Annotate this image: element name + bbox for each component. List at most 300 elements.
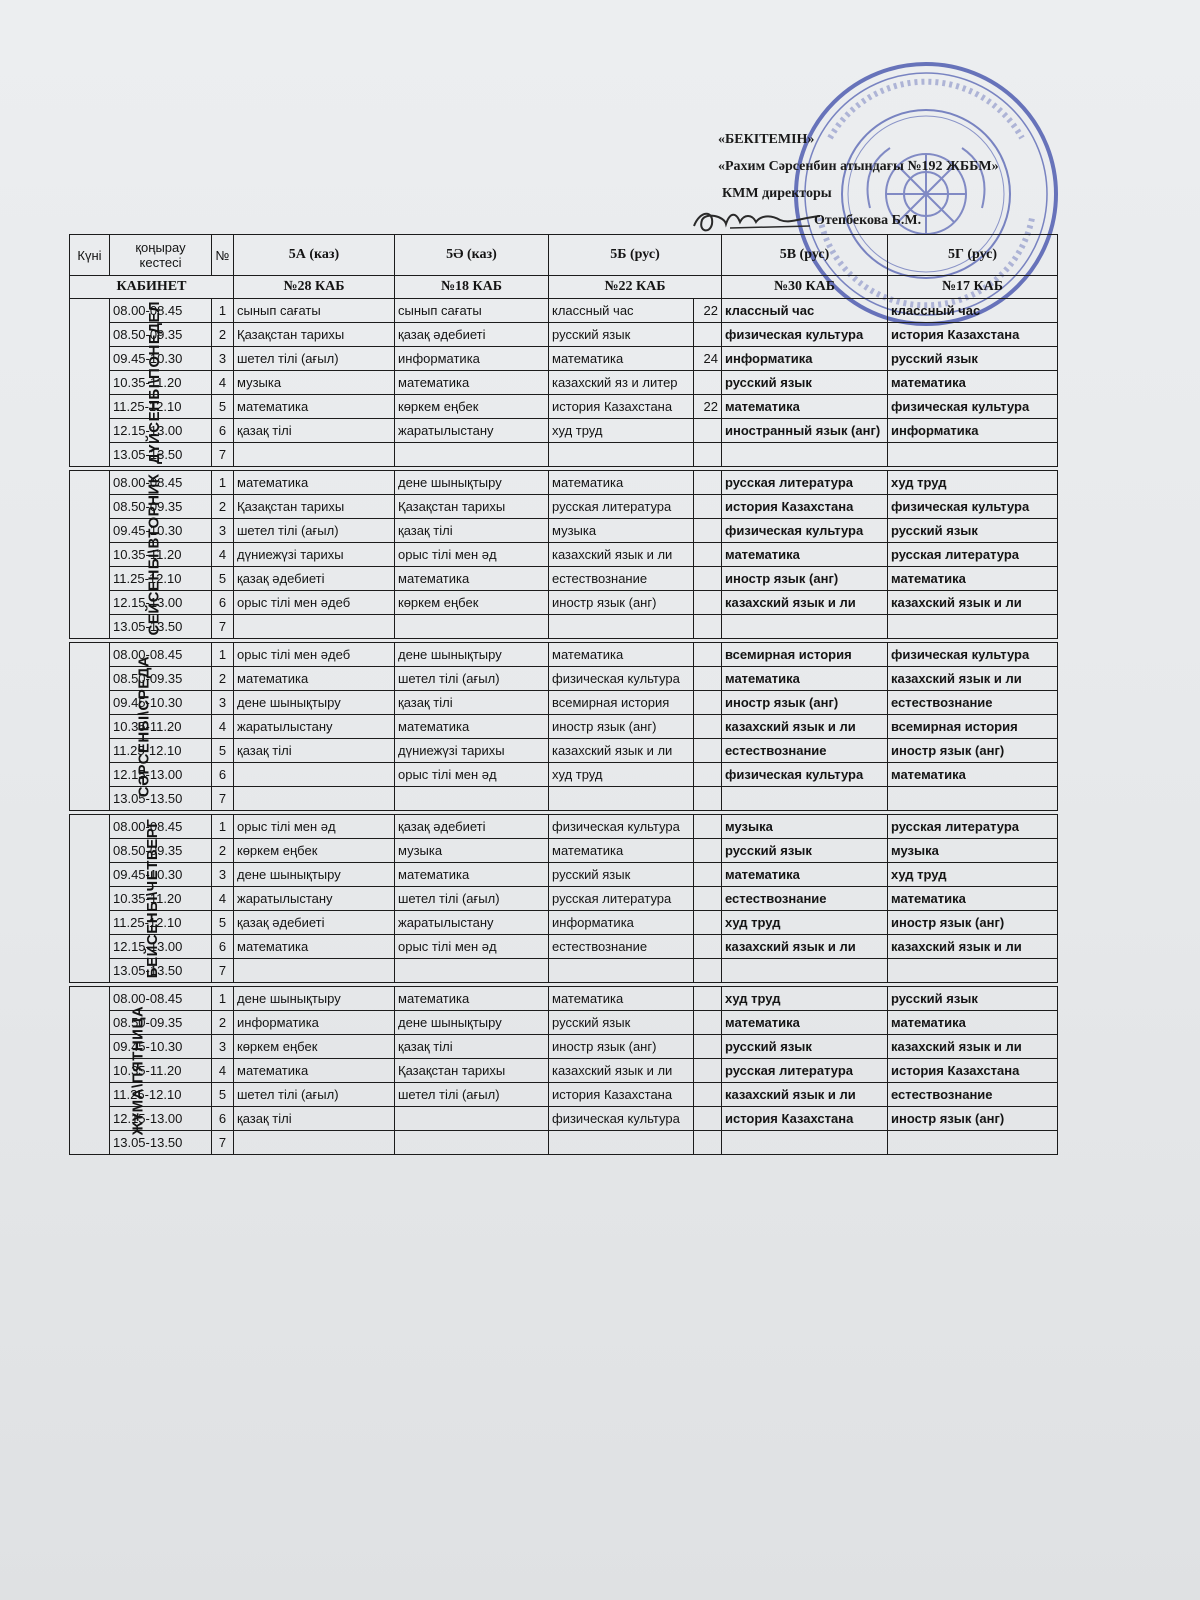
subject-cell: математика xyxy=(549,987,694,1011)
table-row xyxy=(70,615,1058,639)
cabinet-row xyxy=(70,276,1058,299)
subject-cell: физическая культура xyxy=(888,395,1058,419)
lesson-time: 09.45-10.30 xyxy=(110,519,212,543)
subject-cell: худ труд xyxy=(549,763,694,787)
lesson-number: 1 xyxy=(212,815,234,839)
subject-cell: математика xyxy=(722,1011,888,1035)
room-note xyxy=(694,959,722,983)
room-note xyxy=(694,443,722,467)
subject-cell: русская литература xyxy=(722,1059,888,1083)
subject-cell xyxy=(234,443,395,467)
lesson-number: 1 xyxy=(212,643,234,667)
table-row xyxy=(70,419,1058,443)
header-num: № xyxy=(212,235,234,276)
lesson-number: 2 xyxy=(212,839,234,863)
subject-cell: казахский яз и литер xyxy=(549,371,694,395)
lesson-number: 4 xyxy=(212,887,234,911)
subject-cell: математика xyxy=(395,371,549,395)
table-row xyxy=(70,519,1058,543)
subject-cell: жаратылыстану xyxy=(395,419,549,443)
subject-cell: русская литература xyxy=(549,495,694,519)
room-note xyxy=(694,815,722,839)
subject-cell: история Казахстана xyxy=(888,323,1058,347)
subject-cell: естествознание xyxy=(888,1083,1058,1107)
lesson-number: 6 xyxy=(212,935,234,959)
table-row xyxy=(70,667,1058,691)
table-row xyxy=(70,495,1058,519)
subject-cell: казахский язык и ли xyxy=(888,935,1058,959)
approval-director-name: Отепбекова Б.М. xyxy=(814,213,922,228)
header-class-5v: 5В (рус) xyxy=(722,235,888,276)
subject-cell: всемирная история xyxy=(549,691,694,715)
subject-cell: физическая культура xyxy=(549,815,694,839)
schedule-table xyxy=(69,234,1058,1155)
lesson-time: 11.25-12.10 xyxy=(110,395,212,419)
subject-cell: физическая культура xyxy=(888,495,1058,519)
subject-cell: история Казахстана xyxy=(888,1059,1058,1083)
subject-cell: информатика xyxy=(549,911,694,935)
lesson-time: 08.00-08.45 xyxy=(110,471,212,495)
day-name: ДҮЙСЕНБІ\ПОНЕДЕЛ xyxy=(146,300,164,465)
room-note: 22 xyxy=(694,395,722,419)
lesson-time: 09.45-10.30 xyxy=(110,691,212,715)
table-row xyxy=(70,443,1058,467)
table-row xyxy=(70,1059,1058,1083)
subject-cell: дене шынықтыру xyxy=(234,863,395,887)
subject-cell: математика xyxy=(722,543,888,567)
subject-cell: Қазақстан тарихы xyxy=(395,495,549,519)
subject-cell: қазақ әдебиеті xyxy=(234,567,395,591)
subject-cell: қазақ тілі xyxy=(395,519,549,543)
subject-cell: математика xyxy=(395,863,549,887)
room-note xyxy=(694,1035,722,1059)
subject-cell: математика xyxy=(395,567,549,591)
approval-title: «БЕКІТЕМІН» xyxy=(718,132,815,147)
room-note xyxy=(694,667,722,691)
room-note xyxy=(694,567,722,591)
subject-cell: худ труд xyxy=(722,911,888,935)
cabinet-room-5b: №22 КАБ xyxy=(549,276,722,299)
room-note xyxy=(694,787,722,811)
subject-cell: жаратылыстану xyxy=(234,715,395,739)
subject-cell: русский язык xyxy=(722,371,888,395)
subject-cell: классный час xyxy=(722,299,888,323)
subject-cell: русский язык xyxy=(888,347,1058,371)
subject-cell: көркем еңбек xyxy=(234,1035,395,1059)
room-note xyxy=(694,935,722,959)
subject-cell: Қазақстан тарихы xyxy=(395,1059,549,1083)
table-row xyxy=(70,763,1058,787)
subject-cell: иностр язык (анг) xyxy=(888,739,1058,763)
subject-cell: иностр язык (анг) xyxy=(549,1035,694,1059)
subject-cell: математика xyxy=(395,715,549,739)
lesson-time: 11.25-12.10 xyxy=(110,567,212,591)
lesson-time: 11.25-12.10 xyxy=(110,739,212,763)
subject-cell: казахский язык и ли xyxy=(888,667,1058,691)
table-row xyxy=(70,1011,1058,1035)
lesson-number: 3 xyxy=(212,347,234,371)
subject-cell: казахский язык и ли xyxy=(722,1083,888,1107)
subject-cell: история Казахстана xyxy=(549,395,694,419)
subject-cell: всемирная история xyxy=(888,715,1058,739)
subject-cell xyxy=(888,443,1058,467)
header-class-5g: 5Г (рус) xyxy=(888,235,1058,276)
lesson-time: 09.45-10.30 xyxy=(110,863,212,887)
table-row xyxy=(70,787,1058,811)
room-note xyxy=(694,1059,722,1083)
day-name: СЕЙСЕНБІ\ВТОРНИК xyxy=(145,473,163,636)
subject-cell: математика xyxy=(549,471,694,495)
lesson-time: 09.45-10.30 xyxy=(110,1035,212,1059)
subject-cell: физическая культура xyxy=(722,323,888,347)
subject-cell: шетел тілі (ағыл) xyxy=(234,1083,395,1107)
lesson-time: 09.45-10.30 xyxy=(110,347,212,371)
lesson-number: 5 xyxy=(212,1083,234,1107)
lesson-number: 2 xyxy=(212,495,234,519)
subject-cell xyxy=(722,1131,888,1155)
lesson-number: 4 xyxy=(212,543,234,567)
subject-cell xyxy=(888,615,1058,639)
room-note xyxy=(694,543,722,567)
lesson-time: 10.35-11.20 xyxy=(110,887,212,911)
lesson-time: 13.05-13.50 xyxy=(110,615,212,639)
subject-cell: история Казахстана xyxy=(722,495,888,519)
room-note xyxy=(694,715,722,739)
lesson-number: 6 xyxy=(212,591,234,615)
table-row xyxy=(70,739,1058,763)
table-row xyxy=(70,643,1058,667)
day-name: СӘРСЕНБІ\СРЕДА xyxy=(135,655,153,798)
lesson-number: 1 xyxy=(212,471,234,495)
lesson-time: 10.35-11.20 xyxy=(110,543,212,567)
subject-cell xyxy=(722,615,888,639)
subject-cell: математика xyxy=(888,1011,1058,1035)
lesson-number: 5 xyxy=(212,395,234,419)
lesson-time: 08.50-09.35 xyxy=(110,1011,212,1035)
room-note xyxy=(694,911,722,935)
room-note xyxy=(694,1011,722,1035)
subject-cell: иностр язык (анг) xyxy=(722,567,888,591)
subject-cell xyxy=(549,615,694,639)
subject-cell: шетел тілі (ағыл) xyxy=(395,887,549,911)
subject-cell: жаратылыстану xyxy=(395,911,549,935)
subject-cell: информатика xyxy=(722,347,888,371)
header-class-5ae: 5Ә (каз) xyxy=(395,235,549,276)
subject-cell: русский язык xyxy=(888,987,1058,1011)
subject-cell: көркем еңбек xyxy=(395,591,549,615)
lesson-number: 6 xyxy=(212,1107,234,1131)
subject-cell: русская литература xyxy=(549,887,694,911)
lesson-number: 4 xyxy=(212,1059,234,1083)
subject-cell: иностр язык (анг) xyxy=(549,715,694,739)
lesson-time: 12.15-13.00 xyxy=(110,591,212,615)
subject-cell: сынып сағаты xyxy=(395,299,549,323)
subject-cell: русский язык xyxy=(722,1035,888,1059)
lesson-number: 2 xyxy=(212,667,234,691)
room-note xyxy=(694,1107,722,1131)
cabinet-room-5ae: №18 КАБ xyxy=(395,276,549,299)
room-note xyxy=(694,615,722,639)
subject-cell: музыка xyxy=(234,371,395,395)
subject-cell: дене шынықтыру xyxy=(395,471,549,495)
subject-cell: иностр язык (анг) xyxy=(888,1107,1058,1131)
subject-cell xyxy=(549,787,694,811)
table-row xyxy=(70,887,1058,911)
subject-cell: математика xyxy=(722,395,888,419)
subject-cell: казахский язык и ли xyxy=(549,1059,694,1083)
subject-cell: музыка xyxy=(549,519,694,543)
subject-cell: физическая культура xyxy=(888,643,1058,667)
lesson-number: 3 xyxy=(212,863,234,887)
day-label xyxy=(70,987,147,1155)
lesson-number: 6 xyxy=(212,419,234,443)
header-class-5b: 5Б (рус) xyxy=(549,235,722,276)
subject-cell: көркем еңбек xyxy=(395,395,549,419)
subject-cell: русская литература xyxy=(888,815,1058,839)
table-row xyxy=(70,299,1058,323)
lesson-number: 1 xyxy=(212,299,234,323)
table-row xyxy=(70,691,1058,715)
subject-cell: физическая культура xyxy=(722,519,888,543)
table-row xyxy=(70,1107,1058,1131)
subject-cell: математика xyxy=(234,471,395,495)
subject-cell: сынып сағаты xyxy=(234,299,395,323)
subject-cell: казахский язык и ли xyxy=(549,543,694,567)
lesson-number: 4 xyxy=(212,715,234,739)
subject-cell: информатика xyxy=(234,1011,395,1035)
lesson-time: 11.25-12.10 xyxy=(110,1083,212,1107)
table-row xyxy=(70,935,1058,959)
subject-cell: математика xyxy=(722,863,888,887)
subject-cell: дене шынықтыру xyxy=(395,1011,549,1035)
subject-cell: история Казахстана xyxy=(549,1083,694,1107)
subject-cell: орыс тілі мен әдеб xyxy=(234,591,395,615)
subject-cell: казахский язык и ли xyxy=(888,1035,1058,1059)
lesson-number: 3 xyxy=(212,1035,234,1059)
subject-cell: дене шынықтыру xyxy=(234,691,395,715)
subject-cell: қазақ тілі xyxy=(234,739,395,763)
table-row xyxy=(70,987,1058,1011)
lesson-number: 2 xyxy=(212,323,234,347)
subject-cell: қазақ тілі xyxy=(234,419,395,443)
day-name: БЕЙСЕНБІ\ЧЕТВЕРГ xyxy=(144,818,162,979)
room-note xyxy=(694,519,722,543)
subject-cell: русский язык xyxy=(549,1011,694,1035)
table-row xyxy=(70,1131,1058,1155)
subject-cell: казахский язык и ли xyxy=(722,591,888,615)
lesson-time: 13.05-13.50 xyxy=(110,959,212,983)
subject-cell: орыс тілі мен әд xyxy=(395,935,549,959)
subject-cell: қазақ тілі xyxy=(395,691,549,715)
subject-cell: естествознание xyxy=(549,935,694,959)
lesson-time: 13.05-13.50 xyxy=(110,1131,212,1155)
subject-cell: дүниежүзі тарихы xyxy=(234,543,395,567)
table-row xyxy=(70,839,1058,863)
lesson-time: 12.15-13.00 xyxy=(110,1107,212,1131)
header-day: Күні xyxy=(70,235,110,276)
lesson-number: 5 xyxy=(212,567,234,591)
subject-cell: көркем еңбек xyxy=(234,839,395,863)
subject-cell xyxy=(395,1107,549,1131)
subject-cell: шетел тілі (ағыл) xyxy=(234,347,395,371)
subject-cell: орыс тілі мен әдеб xyxy=(234,643,395,667)
subject-cell: орыс тілі мен әд xyxy=(395,543,549,567)
room-note: 24 xyxy=(694,347,722,371)
table-row xyxy=(70,1035,1058,1059)
header-class-5a: 5А (каз) xyxy=(234,235,395,276)
subject-cell xyxy=(234,615,395,639)
subject-cell: естествознание xyxy=(888,691,1058,715)
subject-cell: казахский язык и ли xyxy=(722,715,888,739)
subject-cell xyxy=(888,959,1058,983)
subject-cell: худ труд xyxy=(888,471,1058,495)
subject-cell: худ труд xyxy=(549,419,694,443)
table-row xyxy=(70,959,1058,983)
table-row xyxy=(70,567,1058,591)
table-row xyxy=(70,395,1058,419)
lesson-number: 2 xyxy=(212,1011,234,1035)
lesson-time: 08.50-09.35 xyxy=(110,667,212,691)
approval-school: «Рахим Сәрсенбин атындағы №192 ЖББМ» xyxy=(718,159,999,174)
subject-cell: қазақ әдебиеті xyxy=(395,815,549,839)
subject-cell: русский язык xyxy=(722,839,888,863)
lesson-time: 08.00-08.45 xyxy=(110,643,212,667)
subject-cell: иностр язык (анг) xyxy=(722,691,888,715)
room-note xyxy=(694,691,722,715)
room-note xyxy=(694,643,722,667)
subject-cell: шетел тілі (ағыл) xyxy=(234,519,395,543)
subject-cell: естествознание xyxy=(722,887,888,911)
room-note xyxy=(694,863,722,887)
table-row xyxy=(70,543,1058,567)
table-row xyxy=(70,347,1058,371)
subject-cell: орыс тілі мен әд xyxy=(234,815,395,839)
lesson-number: 3 xyxy=(212,519,234,543)
subject-cell xyxy=(395,959,549,983)
subject-cell: иностр язык (анг) xyxy=(549,591,694,615)
room-note xyxy=(694,739,722,763)
subject-cell: русский язык xyxy=(549,863,694,887)
subject-cell: дүниежүзі тарихы xyxy=(395,739,549,763)
subject-cell: математика xyxy=(549,643,694,667)
subject-cell: математика xyxy=(888,371,1058,395)
subject-cell: физическая культура xyxy=(549,667,694,691)
subject-cell: математика xyxy=(234,667,395,691)
lesson-number: 7 xyxy=(212,1131,234,1155)
room-note xyxy=(694,763,722,787)
lesson-time: 08.00-08.45 xyxy=(110,987,212,1011)
subject-cell: қазақ әдебиеті xyxy=(395,323,549,347)
lesson-time: 10.35-11.20 xyxy=(110,371,212,395)
table-row xyxy=(70,1083,1058,1107)
room-note xyxy=(694,1083,722,1107)
subject-cell: классный час xyxy=(888,299,1058,323)
lesson-time: 11.25-12.10 xyxy=(110,911,212,935)
subject-cell: математика xyxy=(395,987,549,1011)
subject-cell: қазақ әдебиеті xyxy=(234,911,395,935)
lesson-number: 1 xyxy=(212,987,234,1011)
subject-cell: русский язык xyxy=(888,519,1058,543)
lesson-time: 12.15-13.00 xyxy=(110,763,212,787)
subject-cell xyxy=(395,615,549,639)
room-note xyxy=(694,839,722,863)
cabinet-label: КАБИНЕТ xyxy=(70,276,234,299)
subject-cell: всемирная история xyxy=(722,643,888,667)
lesson-number: 7 xyxy=(212,443,234,467)
lesson-time: 08.50-09.35 xyxy=(110,495,212,519)
lesson-number: 5 xyxy=(212,739,234,763)
subject-cell xyxy=(549,959,694,983)
subject-cell: худ труд xyxy=(722,987,888,1011)
subject-cell xyxy=(234,959,395,983)
lesson-number: 3 xyxy=(212,691,234,715)
lesson-number: 7 xyxy=(212,787,234,811)
lesson-time: 12.15-13.00 xyxy=(110,419,212,443)
subject-cell: дене шынықтыру xyxy=(234,987,395,1011)
subject-cell: орыс тілі мен әд xyxy=(395,763,549,787)
approval-position: КММ директоры xyxy=(722,186,832,201)
cabinet-room-5a: №28 КАБ xyxy=(234,276,395,299)
subject-cell: математика xyxy=(888,567,1058,591)
subject-cell xyxy=(549,443,694,467)
lesson-time: 13.05-13.50 xyxy=(110,787,212,811)
room-note xyxy=(694,987,722,1011)
subject-cell xyxy=(722,787,888,811)
subject-cell: классный час xyxy=(549,299,694,323)
room-note xyxy=(694,471,722,495)
subject-cell: русская литература xyxy=(722,471,888,495)
subject-cell: иностр язык (анг) xyxy=(888,911,1058,935)
subject-cell: естествознание xyxy=(722,739,888,763)
subject-cell: музыка xyxy=(395,839,549,863)
subject-cell: математика xyxy=(722,667,888,691)
header-row xyxy=(70,235,1058,276)
approval-block xyxy=(718,126,1078,234)
lesson-number: 4 xyxy=(212,371,234,395)
room-note xyxy=(694,371,722,395)
room-note xyxy=(694,419,722,443)
subject-cell: казахский язык и ли xyxy=(722,935,888,959)
subject-cell xyxy=(234,1131,395,1155)
table-row xyxy=(70,715,1058,739)
subject-cell xyxy=(722,959,888,983)
table-row xyxy=(70,323,1058,347)
subject-cell xyxy=(395,787,549,811)
lesson-number: 6 xyxy=(212,763,234,787)
subject-cell xyxy=(722,443,888,467)
subject-cell: казахский язык и ли xyxy=(549,739,694,763)
subject-cell: математика xyxy=(888,763,1058,787)
lesson-time: 08.50-09.35 xyxy=(110,323,212,347)
subject-cell xyxy=(888,1131,1058,1155)
subject-cell xyxy=(888,787,1058,811)
table-row xyxy=(70,815,1058,839)
room-note xyxy=(694,887,722,911)
subject-cell: қазақ тілі xyxy=(234,1107,395,1131)
cabinet-room-5g: №17 КАБ xyxy=(888,276,1058,299)
subject-cell: математика xyxy=(888,887,1058,911)
subject-cell xyxy=(234,763,395,787)
subject-cell: история Казахстана xyxy=(722,1107,888,1131)
lesson-time: 13.05-13.50 xyxy=(110,443,212,467)
subject-cell: жаратылыстану xyxy=(234,887,395,911)
subject-cell: шетел тілі (ағыл) xyxy=(395,667,549,691)
subject-cell xyxy=(395,443,549,467)
lesson-time: 08.00-08.45 xyxy=(110,815,212,839)
subject-cell: музыка xyxy=(888,839,1058,863)
cabinet-room-5v: №30 КАБ xyxy=(722,276,888,299)
lesson-number: 7 xyxy=(212,615,234,639)
